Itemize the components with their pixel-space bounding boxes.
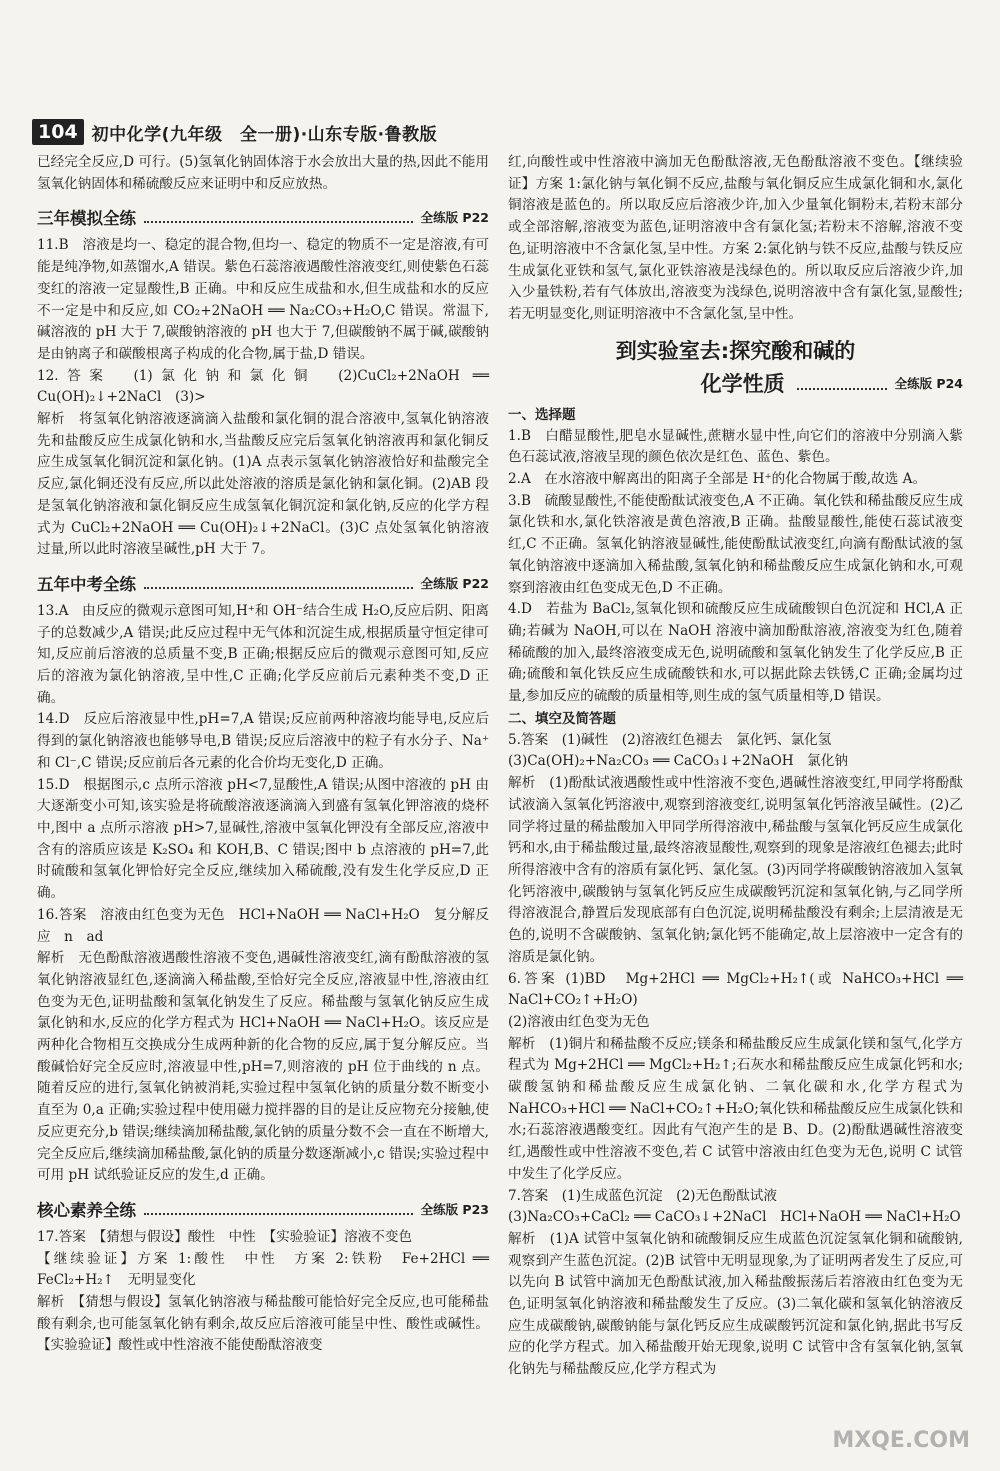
analysis-7: 解析 (1)A 试管中氢氧化钠和硫酸铜反应生成蓝色沉淀氢氧化铜和硫酸钠,观察到产生蓝色沉淀。(2)B 试管中无明显现象,为了证明两者发生了反应,可以先向 B 试管中滴加无色酚酞试液,加入稀盐酸振荡后若溶液由红色变为无色,证明氢氧化钠溶液和稀盐酸发生了反应。(3)二氧化碳和氢氧化钠溶液反应生成碳酸钠,碳酸钠能与氯化钙反应生成碳酸钙沉淀和氯化钠,据此书写反应的化学方程式。加入稀盐酸开始无现象,说明 C 试管中含有氢氧化钠,氢氧化钠先与稀盐酸反应,化学方程式为 bbox=[508, 1230, 963, 1378]
section-title: 核心素养全练 bbox=[37, 1200, 136, 1220]
chapter-ref: 全练版 P24 bbox=[894, 375, 963, 391]
page-header bbox=[32, 118, 437, 146]
analysis-17-continued: 红,向酸性或中性溶液中滴加无色酚酞溶液,无色酚酞溶液不变色。【继续验证】方案 1:氯化钠与氧化铜不反应,盐酸与氧化铜反应生成氯化铜和水,氯化铜溶液是蓝色的。所以取反应后溶液少许,加入少量氧化铜粉末,若粉末部分或全部溶解,溶液变为蓝色,证明溶液中含有氯化氢;若粉末不溶解,溶液不变色,证明溶液中不含氯化氢,呈中性。方案 2:氯化钠与铁不反应,盐酸与铁反应生成氯化亚铁和氢气,氯化亚铁溶液是浅绿色的。所以取反应后溶液少许,加入少量铁粉,若有气体放出,溶液变为浅绿色,说明溶液中含有氯化氢,显酸性;若无明显变化,则证明溶液中不含氯化氢,呈中性。 bbox=[508, 154, 963, 322]
section-title: 三年模拟全练 bbox=[37, 209, 136, 229]
section-header-three-year bbox=[37, 205, 489, 229]
answer-1: 1.B 白醋显酸性,肥皂水显碱性,蔗糖水显中性,向它们的溶液中分别滴入紫色石蕊试液,溶液呈现的颜色依次是红色、蓝色、紫色。 bbox=[508, 427, 963, 466]
book-title: 初中化学(九年级 全一册)·山东专版·鲁教版 bbox=[91, 124, 438, 145]
analysis-12: 解析 将氢氧化钠溶液逐滴滴入盐酸和氯化铜的混合溶液中,氢氧化钠溶液先和盐酸反应生成氯化钠和水,当盐酸反应完后氢氧化钠溶液再和氯化铜反应生成氢氧化铜沉淀和氯化钠。(1)A 点表示氢氧化钠溶液恰好和盐酸完全反应,氯化铜还没有反应,所以此处溶液的溶质是氯化钠和氯化铜。(2)AB 段是氢氧化钠溶液和氯化铜反应生成氢氧化铜沉淀和氯化钠,反应的化学方程式为 CuCl₂+2NaOH ══ Cu(OH)₂↓+2NaCl。(3)C 点处氢氧化钠溶液过量,所以此时溶液呈碱性,pH 大于 7。 bbox=[37, 411, 489, 558]
answer-15: 15.D 根据图示,c 点所示溶液 pH<7,显酸性,A 错误;从图中溶液的 pH 由大逐渐变小可知,该实验是将硫酸溶液逐滴滴入到盛有氢氧化钾溶液的烧杯中,图中 a 点所示溶液 pH>7,显碱性,溶液中氢氧化钾没有全部反应,溶液中含有的溶质应该是 K₂SO₄ 和 KOH,B、C 错误;图中 b 点溶液的 pH=7,此时硫酸和氢氧化钾恰好完全反应,继续加入稀硫酸,没有发生化学反应,D 正确。 bbox=[37, 776, 489, 902]
section-header-five-year bbox=[37, 571, 489, 595]
chapter-title-line2 bbox=[508, 368, 963, 398]
answer-5-continued: (3)Ca(OH)₂+Na₂CO₃ ══ CaCO₃↓+2NaOH 氯化钠 bbox=[508, 753, 848, 770]
answer-6: 6.答案 (1)BD Mg+2HCl ══ MgCl₂+H₂↑(或 NaHCO₃+HCl ══ NaCl+CO₂↑+H₂O) bbox=[508, 970, 963, 1009]
answer-17: 17.答案 【猜想与假设】酸性 中性 【实验验证】溶液不变色 bbox=[37, 1228, 413, 1245]
dotted-leader bbox=[144, 577, 413, 589]
answer-14: 14.D 反应后溶液显中性,pH=7,A 错误;反应前两种溶液均能导电,反应后得到的氯化钠溶液也能够导电,B 错误;反应后溶液中的粒子有水分子、Na⁺和 Cl⁻,C 错误;反应前后各元素的化合价均无变化,D 正确。 bbox=[37, 711, 489, 771]
section-ref: 全练版 P22 bbox=[420, 575, 489, 591]
answer-4: 4.D 若盐为 BaCl₂,氢氧化钡和硫酸反应生成硫酸钡白色沉淀和 HCl,A 正确;若碱为 NaOH,可以在 NaOH 溶液中滴加酚酞溶液,溶液变为红色,随着稀硫酸的加入,最终溶液变成无色,说明硫酸和氢氧化钠发生了化学反应,B 正确;硫酸和氧化铁反应生成硫酸铁和水,可以据此除去铁锈,C 正确;金属均过量,参加反应的硫酸的质量相等,则生成的氢气质量相等,D 错误。 bbox=[508, 601, 963, 705]
intro-paragraph: 已经完全反应,D 可行。(5)氢氧化钠固体溶于水会放出大量的热,因此不能用氢氧化钠固体和稀硫酸反应来证明中和反应放热。 bbox=[37, 154, 489, 192]
analysis-6: 解析 (1)铜片和稀盐酸不反应;镁条和稀盐酸反应生成氯化镁和氢气,化学方程式为 Mg+2HCl ══ MgCl₂+H₂↑;石灰水和稀盐酸反应生成氯化钙和水;碳酸氢钠和稀盐酸反应生成氯化钠、二氧化碳和水,化学方程式为 NaHCO₃+HCl ══ NaCl+CO₂↑+H₂O;氧化铁和稀盐酸反应生成氯化铁和水;石蕊溶液遇酸变红。因此有气泡产生的是 B、D。(2)酚酞遇碱性溶液变红,遇酸性或中性溶液不变色,若 C 试管中溶液由红色变为无色,说明 C 试管中发生了化学反应。 bbox=[508, 1035, 963, 1182]
watermark-logo: MXQE.COM bbox=[832, 1428, 970, 1453]
answer-3: 3.B 硫酸显酸性,不能使酚酞试液变色,A 不正确。氧化铁和稀盐酸反应生成氯化铁和水,氯化铁溶液是黄色溶液,B 正确。盐酸显酸性,能使石蕊试液变红,C 不正确。氢氧化钠溶液显碱性,能使酚酞试液变红,向滴有酚酞试液的氢氧化钠溶液中逐滴加入稀盐酸,氢氧化钠和稀盐酸反应生成氯化钠和水,可观察到溶液由红色变成无色,D 不正确。 bbox=[508, 492, 963, 596]
analysis-5: 解析 (1)酚酞试液遇酸性或中性溶液不变色,遇碱性溶液变红,甲同学将酚酞试液滴入氢氧化钙溶液中,观察到溶液变红,说明氢氧化钙溶液呈碱性。(2)乙同学将过量的稀盐酸加入甲同学所得溶液中,稀盐酸与氢氧化钙反应生成氯化钙和水,由于稀盐酸过量,最终溶液显酸性,观察到的现象是溶液红色褪去;此时所得溶液中含有的溶质有氯化钙、氯化氢。(3)丙同学将碳酸钠溶液加入氢氧化钙溶液中,碳酸钠与氢氧化钙反应生成碳酸钙沉淀和氢氧化钠,与乙同学所得溶液混合,静置后发现底部有白色沉淀,说明稀盐酸没有剩余;上层清液是无色的,说明不含碳酸钠、氢氧化钠;氯化钙不能确定,故上层溶液中一定含有的溶质是氯化钠。 bbox=[508, 775, 963, 965]
part-heading-choice: 一、选择题 bbox=[508, 406, 576, 423]
section-header-core bbox=[37, 1197, 489, 1221]
section-ref: 全练版 P22 bbox=[420, 210, 489, 226]
chapter-title-line1: 到实验室去:探究酸和碱的 bbox=[615, 338, 856, 363]
answer-6-continued: (2)溶液由红色变为无色 bbox=[508, 1013, 650, 1030]
analysis-17: 解析 【猜想与假设】氢氧化钠溶液与稀盐酸可能恰好完全反应,也可能稀盐酸有剩余,也可能氢氧化钠有剩余,故反应后溶液可能呈中性、酸性或碱性。【实验验证】酸性或中性溶液不能使酚酞溶液变 bbox=[37, 1294, 489, 1354]
answer-2: 2.A 在水溶液中解离出的阳离子全部是 H⁺的化合物属于酸,故选 A。 bbox=[508, 471, 927, 488]
analysis-16: 解析 无色酚酞溶液遇酸性溶液不变色,遇碱性溶液变红,滴有酚酞溶液的氢氧化钠溶液显红色,逐滴滴入稀盐酸,至恰好完全反应,溶液显中性,溶液由红色变为无色,证明盐酸和氢氧化钠发生了反应。稀盐酸与氢氧化钠反应生成氯化钠和水,反应的化学方程式为 HCl+NaOH ══ NaCl+H₂O。该反应是两种化合物相互交换成分生成两种新的化合物的反应,属于复分解反应。当酸碱恰好完全反应时,溶液显中性,pH=7,则溶液的 pH 位于曲线的 n 点。随着反应的进行,氢氧化钠被消耗,实验过程中氢氧化钠的质量分数不断变小直至为 0,a 正确;实验过程中使用磁力搅拌器的目的是让反应物充分接触,使反应更充分,b 错误;继续滴加稀盐酸,氯化钠的质量分数不会一直在不断增大,完全反应后,继续滴加稀盐酸,氯化钠的质量分数逐渐减小,c 错误;实验过程中可用 pH 试纸验证反应的发生,d 正确。 bbox=[37, 950, 489, 1184]
answer-12: 12.答案 (1)氯化钠和氯化铜 (2)CuCl₂+2NaOH ══ Cu(OH)₂↓+2NaCl (3)> bbox=[37, 367, 489, 406]
answer-13: 13.A 由反应的微观示意图可知,H⁺和 OH⁻结合生成 H₂O,反应后阴、阳离子的总数减少,A 错误;此反应过程中无气体和沉淀生成,根据质量守恒定律可知,反应前后溶液的总质量不变,B 正确;根据反应后的微观示意图可知,反应后的溶液为氯化钠溶液,呈中性,C 正确;化学反应前后元素种类不变,D 正确。 bbox=[37, 602, 489, 706]
answer-16: 16.答案 溶液由红色变为无色 HCl+NaOH ══ NaCl+H₂O 复分解反应 n ad bbox=[37, 906, 489, 945]
dotted-leader bbox=[797, 376, 887, 390]
right-column bbox=[508, 152, 963, 1381]
answer-5: 5.答案 (1)碱性 (2)溶液红色褪去 氯化钙、氯化氢 bbox=[508, 731, 832, 748]
left-column bbox=[37, 152, 489, 1357]
answer-7: 7.答案 (1)生成蓝色沉淀 (2)无色酚酞试液 bbox=[508, 1187, 777, 1204]
chapter-title: 化学性质 bbox=[700, 371, 785, 396]
section-title: 五年中考全练 bbox=[37, 574, 136, 594]
dotted-leader bbox=[144, 1203, 413, 1215]
section-ref: 全练版 P23 bbox=[420, 1201, 489, 1217]
part-heading-fill: 二、填空及简答题 bbox=[508, 710, 616, 727]
answer-7-continued: (3)Na₂CO₃+CaCl₂ ══ CaCO₃↓+2NaCl HCl+NaOH ══ NaCl+H₂O bbox=[508, 1209, 961, 1226]
answer-17-continued: 【继续验证】方案 1:酸性 中性 方案 2:铁粉 Fe+2HCl ══ FeCl₂+H₂↑ 无明显变化 bbox=[37, 1250, 489, 1289]
answer-11: 11.B 溶液是均一、稳定的混合物,但均一、稳定的物质不一定是溶液,有可能是纯净物,如蒸馏水,A 错误。紫色石蕊溶液遇酸性溶液变红,则使紫色石蕊变红的溶液一定显酸性,B 正确。中和反应生成盐和水,但生成盐和水的反应不一定是中和反应,如 CO₂+2NaOH ══ Na₂CO₃+H₂O,C 错误。常温下,碱溶液的 pH 大于 7,碳酸钠溶液的 pH 也大于 7,但碳酸钠不属于碱,碳酸钠是由钠离子和碳酸根离子构成的化合物,属于盐,D 错误。 bbox=[37, 237, 489, 362]
page-number: 104 bbox=[32, 119, 84, 145]
dotted-leader bbox=[144, 211, 413, 223]
